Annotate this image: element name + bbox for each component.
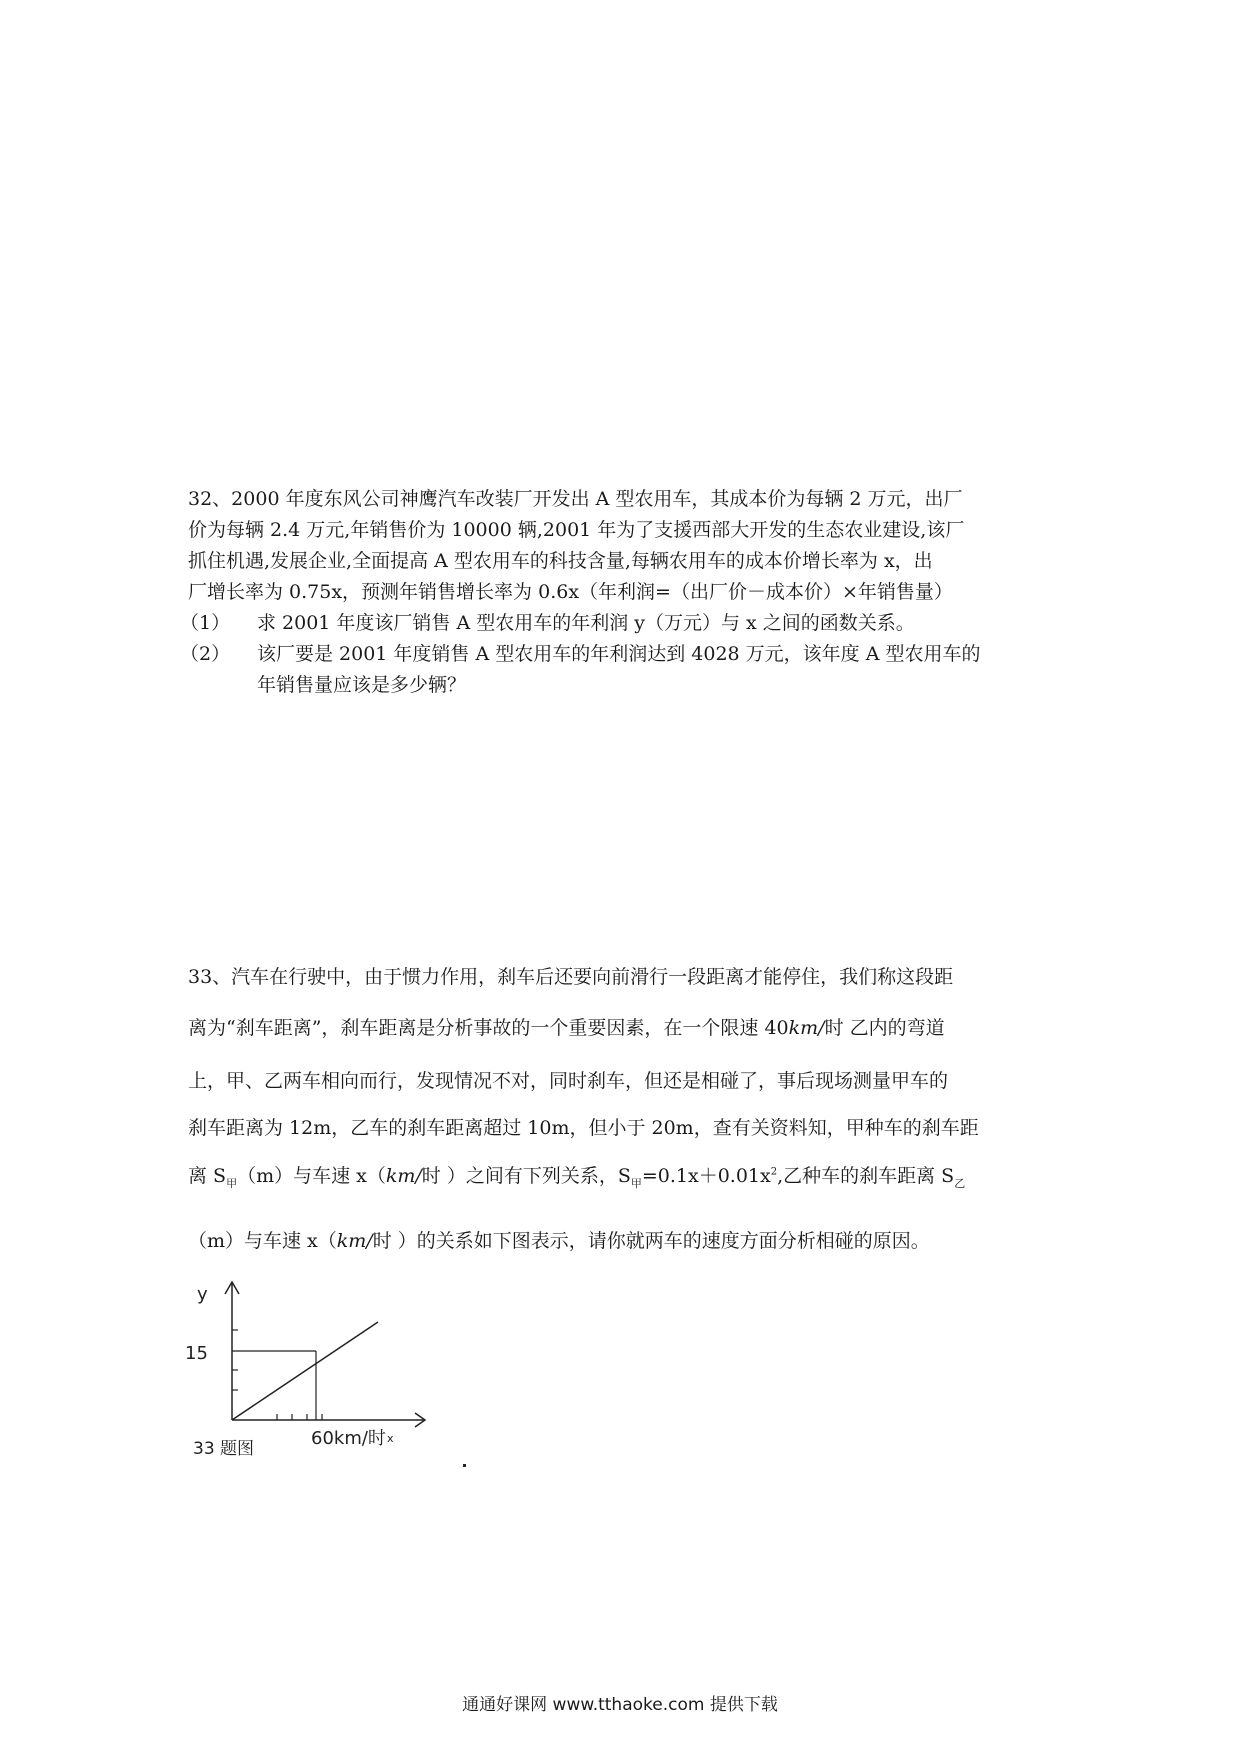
y-axis-label: y [197,1284,208,1305]
q32-line-2: 价为每辆 2.4 万元,年销售价为 10000 辆,2001 年为了支援西部大开发的生态农业建设,该厂 [188,519,965,541]
subscript-jia: 甲 [630,1176,642,1190]
q33-line-5 [188,1161,965,1191]
superscript-2: 2 [770,1166,778,1178]
braking-distance-line [232,1322,378,1420]
speed-unit: km/ [385,1165,422,1187]
q33-line-6 [188,1226,930,1253]
q32-item-1-text: 求 2001 年度该厂销售 A 型农用车的年利润 y（万元）与 x 之间的函数关系。 [257,612,915,634]
speed-unit: km/ [788,1017,825,1039]
q33-line-3: 上，甲、乙两车相向而行，发现情况不对，同时刹车，但还是相碰了，事后现场测量甲车的 [188,1070,949,1092]
q33-line-1: 33、汽车在行驶中，由于惯力作用，刹车后还要向前滑行一段距离才能停住，我们称这段距 [188,966,954,988]
q33-line-6-part-a: （m）与车速 x（ [188,1230,337,1252]
q33-line-6-part-b: 时 ）的关系如下图表示，请你就两车的速度方面分析相碰的原因。 [372,1230,930,1252]
figure-caption: 33 题图 [193,1439,255,1459]
q32-line-1: 32、2000 年度东风公司神鹰汽车改装厂开发出 A 型农用车，其成本价为每辆 2 万元，出厂 [188,488,963,510]
q33-line-2-tail: 时 乙内的弯道 [824,1017,945,1039]
figure-33-graph [185,1272,455,1472]
subscript-jia: 甲 [226,1176,238,1190]
subscript-yi: 乙 [954,1176,966,1190]
x-value-label: 60km/时 [311,1428,386,1449]
q33-line-5-part-e: ,乙种车的刹车距离 S [777,1165,955,1187]
q33-line-4: 刹车距离为 12m，乙车的刹车距离超过 10m，但小于 20m，查有关资料知，甲种车的刹车距 [188,1117,979,1139]
x-axis-label: x [387,1432,394,1445]
q32-line-4: 厂增长率为 0.75x，预测年销售增长率为 0.6x（年利润=（出厂价－成本价）×年销售量） [188,581,953,603]
q33-line-5-part-b: （m）与车速 x（ [237,1165,386,1187]
y-value-label: 15 [185,1343,208,1364]
q33-line-5-part-a: 离 S [188,1165,227,1187]
page-footer: 通通好课网 www.tthaoke.com 提供下载 [462,1695,778,1715]
q33-line-2-text: 离为“刹车距离”，刹车距离是分析事故的一个重要因素，在一个限速 40 [188,1017,789,1039]
q33-line-5-part-c: 时 ）之间有下列关系，S [421,1165,631,1187]
q32-item-2-number: （2） [180,643,231,665]
q33-line-2 [188,1013,945,1040]
speed-unit: km/ [336,1230,373,1252]
q33-line-5-formula: =0.1x＋0.01x [641,1165,771,1187]
stray-dot [463,1464,466,1467]
q32-item-2-text: 该厂要是 2001 年度销售 A 型农用车的年利润达到 4028 万元，该年度 A 型农用车的 [257,643,981,665]
q32-item-2-continuation: 年销售量应该是多少辆？ [257,674,467,696]
q32-line-3: 抓住机遇,发展企业,全面提高 A 型农用车的科技含量,每辆农用车的成本价增长率为 x，出 [188,550,933,572]
q32-item-1-number: （1） [180,612,231,634]
